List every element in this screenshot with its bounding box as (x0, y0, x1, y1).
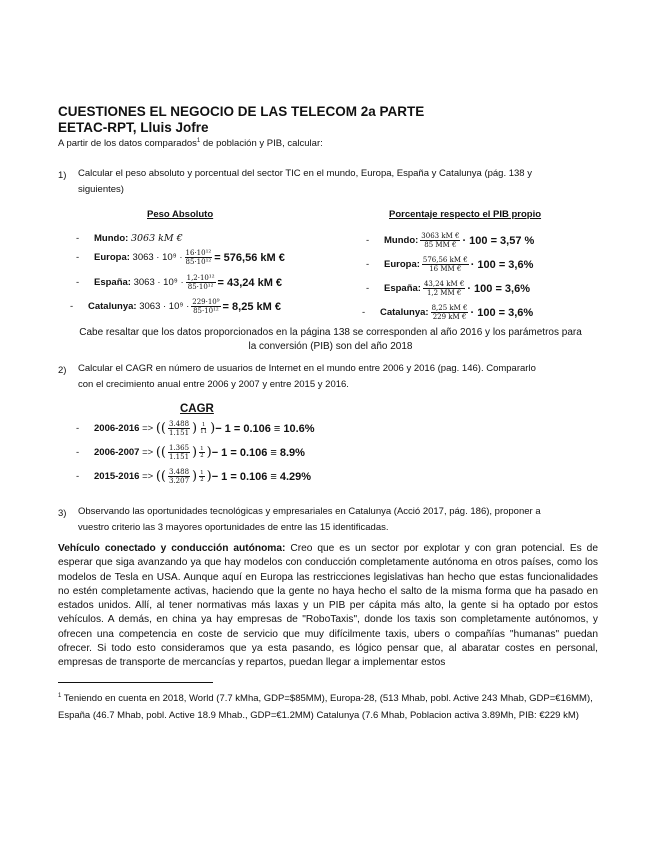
answer-paragraph (58, 542, 598, 671)
title-line-1: CUESTIONES EL NEGOCIO DE LAS TELECOM 2a PARTE (58, 104, 425, 119)
cagr-row-2015-2016: - 2015-2016 => (( $\frac{3.488}{3.207}$ ) $\frac{1}{2}$ ) − 1 = 0.106 ≡ 4.29% (76, 468, 312, 485)
cagr-result: − 1 = 0.106 ≡ 4.29% (211, 470, 312, 483)
frac-den: 85·10¹² (187, 283, 214, 291)
pct-result: · 100 = 3,6% (470, 258, 534, 271)
note-line-2: la conversión (PIB) son del año 2018 (248, 341, 413, 352)
pct-row-europa (366, 256, 533, 273)
frac-den: 3.207 (168, 477, 190, 485)
abs-label: Europa: (94, 252, 130, 263)
pct-row-catalunya (362, 304, 533, 321)
abs-row-catalunya (70, 298, 281, 315)
exp-den: 11 (200, 429, 208, 435)
cagr-fraction (168, 444, 190, 461)
abs-result: = 43,24 kM € (217, 276, 283, 289)
abs-result: = 8,25 kM € (222, 300, 281, 313)
frac-num: 576,56 kM € (422, 256, 468, 264)
exp-num: 1 (200, 470, 204, 476)
footnote-ref[interactable]: 1 (196, 138, 201, 144)
q2-text-line-2: con el crecimiento anual entre 2006 y 2007 y entre 2015 y 2016. (78, 379, 349, 390)
cagr-label: 2006-2016 (94, 423, 140, 434)
q1-text (78, 166, 608, 198)
frac-num: 8,25 kM € (431, 304, 468, 312)
document-title (58, 104, 424, 136)
frac-num: 3.488 (168, 420, 190, 428)
footnote (58, 688, 603, 724)
frac-den: 1.151 (168, 453, 190, 461)
pct-row-espana (366, 280, 530, 297)
frac-num: 1.365 (168, 444, 190, 452)
abs-result: = 576,56 kM € (214, 251, 285, 264)
pct-label: España: (384, 283, 421, 294)
cagr-label: 2006-2007 (94, 447, 140, 458)
exp-num: 1 (201, 422, 206, 428)
cagr-fraction (168, 468, 190, 485)
cagr-arrow: => (142, 423, 154, 434)
frac-den: 85 MM € (424, 241, 457, 249)
abs-pre: 3063 · 10⁹ · (133, 277, 184, 288)
bullet-dash: - (76, 447, 80, 458)
frac-num: 16·10¹² (185, 249, 212, 257)
title-line-2: EETAC-RPT, Lluis Jofre (58, 120, 209, 135)
bullet-dash: - (362, 307, 366, 318)
pct-label: Mundo: (384, 235, 419, 246)
frac-den: 85·10¹² (193, 307, 219, 315)
cagr-result: − 1 = 0.106 ≡ 10.6% (215, 422, 315, 435)
pct-label: Europa: (384, 259, 420, 270)
frac-den: 16 MM € (429, 265, 462, 273)
cagr-exponent (199, 446, 205, 459)
frac-den: 1,2 MM € (426, 289, 462, 297)
frac-num: 1,2·10¹² (186, 274, 215, 282)
cagr-row-2006-2016: - 2006-2016 => (( $\frac{3.488}{1.151}$ ) $\frac{1}{11}$ ) − 1 = 0.106 ≡ 10.6% (76, 420, 315, 437)
abs-row-espana (76, 274, 282, 291)
abs-pre: 3063 · 10⁹ · (132, 252, 183, 263)
cagr-exponent (199, 470, 205, 483)
exp-num: 1 (200, 446, 204, 452)
pct-result: · 100 = 3,6% (467, 282, 531, 295)
q2-number: 2) (58, 365, 67, 376)
pct-result: · 100 = 3,57 % (462, 234, 535, 247)
bullet-dash: - (366, 235, 370, 246)
abs-row-europa (76, 249, 285, 266)
q1-text-line-2: siguientes) (78, 184, 124, 195)
cagr-label: 2015-2016 (94, 471, 140, 482)
pct-row-mundo (366, 232, 534, 249)
footnote-text: Teniendo en cuenta en 2018, World (7.7 kMha, GDP=$85MM), Europa-28, (513 Mhab, pobl. Active 243 Mhab, GDP=€16MM), España (46.7 Mhab, pobl. Active 18.9 Mhab., GDP=€1.2MM) Catalunya (7.6 Mhab, Poblacion activa 3.89Mh, PIB: €229 kM) (58, 693, 593, 722)
note-line-1: Cabe resaltar que los datos proporcionados en la página 138 se corresponden al año 2016 y los parámetros para (79, 327, 582, 338)
exp-den: 2 (200, 453, 204, 459)
pct-fraction (420, 232, 460, 249)
cagr-row-2006-2007: - 2006-2007 => (( $\frac{1.365}{1.151}$ ) $\frac{1}{2}$ ) − 1 = 0.106 ≡ 8.9% (76, 444, 305, 461)
footnote-divider (58, 682, 213, 683)
q1-note (58, 326, 603, 354)
abs-fraction (191, 298, 220, 315)
abs-label: Catalunya: (88, 301, 137, 312)
abs-fraction (185, 249, 213, 266)
bullet-dash: - (76, 423, 80, 434)
q1-number: 1) (58, 170, 67, 181)
intro-text (58, 138, 323, 149)
q3-number: 3) (58, 508, 67, 519)
cagr-heading: CAGR (180, 403, 214, 415)
pct-result: · 100 = 3,6% (470, 306, 534, 319)
bullet-dash: - (70, 301, 74, 312)
cagr-exponent (199, 422, 208, 435)
paragraph-heading: Vehículo conectado y conducción autónoma: (58, 543, 286, 554)
bullet-dash: - (366, 259, 370, 270)
cagr-fraction (168, 420, 190, 437)
exp-den: 2 (200, 477, 204, 483)
cagr-arrow: => (142, 471, 154, 482)
abs-expr: 3063 kM € (130, 233, 183, 244)
frac-num: 229·10⁹ (192, 298, 220, 306)
frac-num: 3.488 (168, 468, 190, 476)
q2-text (78, 361, 608, 393)
bullet-dash: - (366, 283, 370, 294)
abs-fraction (186, 274, 216, 291)
pct-fraction (431, 304, 469, 321)
cagr-result: − 1 = 0.106 ≡ 8.9% (211, 446, 305, 459)
pct-fraction (422, 256, 469, 273)
bullet-dash: - (76, 252, 80, 263)
abs-label: Mundo: (94, 233, 129, 244)
intro-before: A partir de los datos comparados (58, 138, 197, 150)
frac-den: 229 kM € (432, 313, 467, 321)
q3-text-line-1: Observando las oportunidades tecnológicas y empresariales en Catalunya (Acció 2017, pág. 186), proponer a (78, 506, 541, 517)
paragraph-body: Creo que es un sector por explotar y con gran potencial. Es de esperar que siga avanzando ya que hay modelos con conducción completamente autónoma en otros países, como los modelos de Tesla en USA. Aunque aquí en Europa las restricciones legislativas han hecho que estas funcionalidades no estén completamente activas, haciendo que la gente no haya hecho el salto de la misma forma que ha pasado en estados unidos. Allí, al tener normativas más laxas y un PIB per cápita más alto, la gente si ha optado por estos vehículos. A demás, en china ya hay empresas de "RoboTaxis", donde los taxis son completamente autónomos, y ofrecen una competencia en coste de servicio que muy difícilmente taxis, ubers o compañías "humanas" puedan ofrecer. Si todo esto consideramos que ya esta pasando, es lógico pensar que, al abaratar costes en personal, empresas de transporte de mercancías y repartos, puedan llegar a implementar estos (58, 543, 598, 669)
q2-text-line-1: Calcular el CAGR en número de usuarios de Internet en el mundo entre 2006 y 2016 (pag. 146). Compararlo (78, 363, 536, 374)
footnote-mark: 1 (58, 693, 62, 699)
cagr-arrow: => (142, 447, 154, 458)
frac-num: 3063 kM € (421, 232, 460, 240)
pct-fraction (423, 280, 465, 297)
bullet-dash: - (76, 471, 80, 482)
q1-text-line-1: Calcular el peso absoluto y porcentual del sector TIC en el mundo, Europa, España y Catalunya (pág. 138 y (78, 168, 532, 179)
bullet-dash: - (76, 233, 80, 244)
bullet-dash: - (76, 277, 80, 288)
abs-pre: 3063 · 10⁹ · (139, 301, 190, 312)
q3-text-line-2: vuestro criterio las 3 mayores oportunidades de entre las 15 identificadas. (78, 522, 389, 533)
frac-num: 43,24 kM € (423, 280, 465, 288)
pct-weight-heading: Porcentaje respecto el PIB propio (389, 209, 542, 220)
frac-den: 1.151 (168, 429, 190, 437)
intro-after: de población y PIB, calcular: (200, 138, 323, 150)
q3-text (78, 504, 608, 536)
abs-label: España: (94, 277, 131, 288)
frac-den: 85·10¹² (185, 258, 212, 266)
pct-label: Catalunya: (380, 307, 429, 318)
abs-row-mundo (76, 233, 183, 244)
abs-weight-heading: Peso Absoluto (147, 209, 214, 220)
